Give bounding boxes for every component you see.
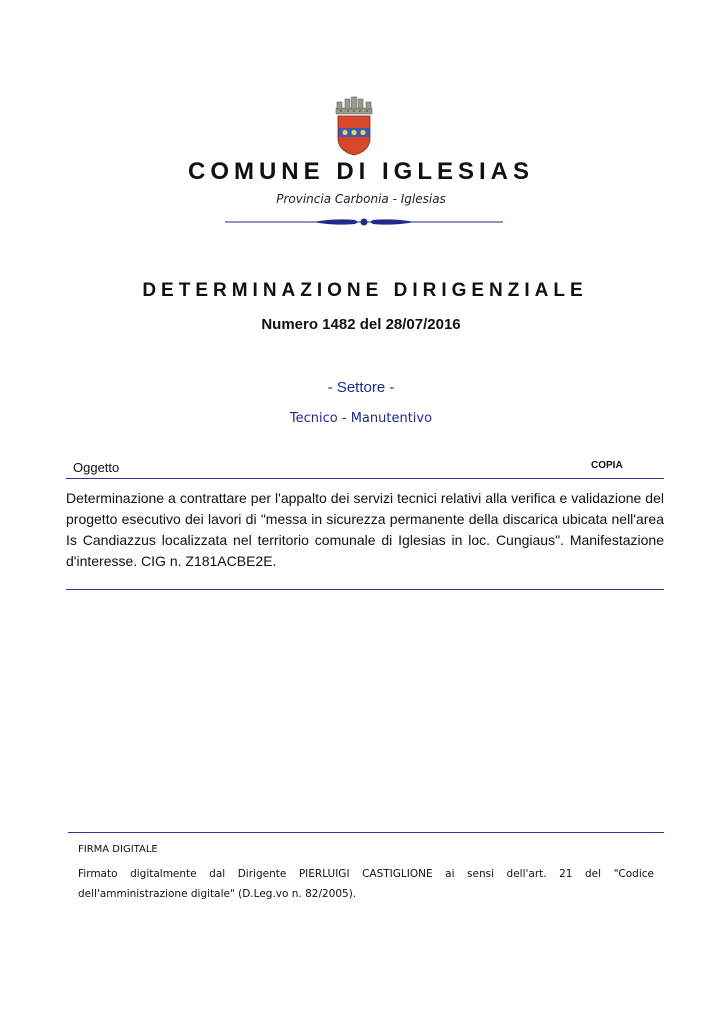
municipality-title: COMUNE DI IGLESIAS	[187, 158, 535, 185]
copy-mark: COPIA	[591, 460, 623, 471]
province-subtitle: Provincia Carbonia - Iglesias	[276, 192, 446, 206]
document-type-title: DETERMINAZIONE DIRIGENZIALE	[142, 280, 588, 301]
subject-bottom-rule	[66, 589, 664, 590]
sector-label: - Settore -	[327, 379, 395, 396]
subject-top-rule	[66, 478, 664, 479]
ornament-divider-icon	[225, 214, 503, 230]
signature-text: Firmato digitalmente dal Dirigente PIERLUIGI CASTIGLIONE ai sensi dell'art. 21 del "Codice dell'amministrazione digitale" (D.Leg.vo n. 82/2005).	[78, 868, 654, 900]
sector-name: Tecnico - Manutentivo	[289, 411, 433, 426]
signature-top-rule	[68, 832, 664, 833]
signature-label: FIRMA DIGITALE	[78, 844, 158, 855]
subject-text: Determinazione a contrattare per l'appalto dei servizi tecnici relativi alla verifica e validazione del progetto esecutivo dei lavori di "messa in sicurezza permanente della discarica ubicata nell'area Is Candiazzus localizzata nel territorio comunale di Iglesias in loc. Cungiaus". Manifestazione d'interesse. CIG n. Z181ACBE2E.	[66, 490, 664, 569]
subject-label: Oggetto	[73, 460, 120, 475]
coat-of-arms-icon	[331, 94, 377, 156]
document-number-date: Numero 1482 del 28/07/2016	[261, 316, 461, 333]
